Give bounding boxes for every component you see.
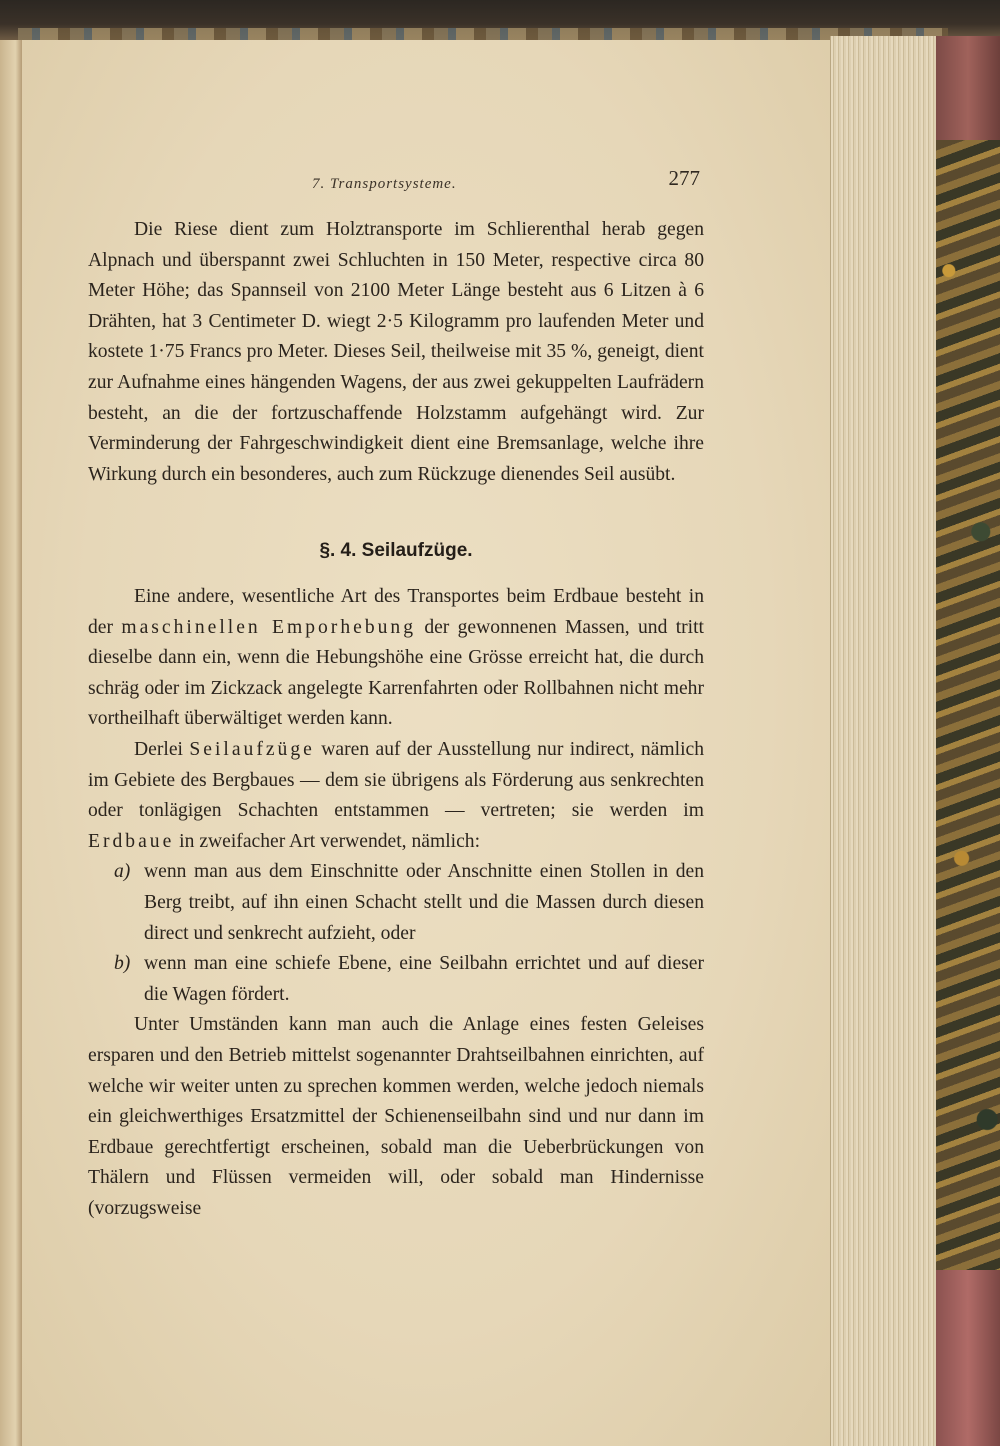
list-marker: b): [114, 953, 131, 975]
text-run: Eine andere, wesentliche Art des Transportes beim Erdbaue besteht in der: [88, 586, 704, 638]
text-run: waren auf der Ausstellung nur indirect, nämlich im Gebiete des Bergbaues — dem sie übrigens als Förderung aus senkrechten oder tonlägigen Schachten entstammen — vertreten; sie werden im: [88, 738, 705, 822]
paragraph-text: Die Riese dient zum Holztransporte im Schlierenthal herab gegen Alpnach und überspannt zwei Schluchten in 150 Meter, respective circa 80 Meter Höhe; das Spannseil von 2100 Meter Länge besteht aus 6 Litzen à 6 Drähten, hat 3 Centimeter D. wiegt 2·5 Kilogramm pro laufenden Meter und kostete 1·75 Francs pro Meter. Dieses Seil, theilweise mit 35 %, geneigt, dient zur Aufnahme eines hängenden Wagens, der aus zwei gekuppelten Laufrädern besteht, an die der fortzuschaffende Holzstamm aufgehängt wird. Zur Verminderung der Fahrgeschwindigkeit dient eine Bremsanlage, welche ihre Wirkung durch ein besonderes, auch zum Rückzuge dienendes Seil ausübt.: [88, 219, 704, 485]
section-heading: §. 4. Seilaufzüge.: [319, 540, 473, 561]
list-marker: a): [114, 861, 131, 883]
page-stack-edges: [830, 36, 937, 1446]
spaced-term: Seilaufzüge: [189, 738, 315, 760]
paragraph-drahtseilbahnen: Unter Umständen kann man auch die Anlage eines festen Geleises ersparen und den Betrieb mittelst sogenannter Drahtseilbahnen einrichten, auf welche wir weiter unten zu sprechen kommen werden, welche jedoch niemals ein gleichwerthiges Ersatzmittel der Schienenseilbahn sind und nur dann im Erdbaue gerechtfertigt erscheinen, sobald man die Ueberbrückungen von Thälern und Flüssen vermeiden will, oder sobald man Hindernisse (vorzugsweise: [88, 1014, 704, 1219]
running-head: 7. Transportsysteme.: [312, 176, 457, 192]
list-item-text: wenn man aus dem Einschnitte oder Anschnitte einen Stollen in den Berg treibt, auf ihn einen Schacht stellt und die Massen durch diesen direct und senkrecht aufzieht, oder: [144, 861, 704, 944]
list-item-text: wenn man eine schiefe Ebene, eine Seilbahn errichtet und auf dieser die Wagen fördert.: [144, 953, 704, 1005]
book-cover-top: [936, 36, 1000, 140]
marbled-cover: [936, 140, 1000, 1446]
text-run: in zweifacher Art verwendet, nämlich:: [174, 830, 481, 852]
text-run: Derlei: [134, 738, 190, 760]
page-header: [312, 166, 700, 196]
list-item: [88, 949, 704, 1010]
spaced-term: Erdbaue: [88, 830, 175, 852]
page-number: 277: [668, 166, 700, 190]
book-cover-bottom: [936, 1270, 1000, 1446]
left-page-edge: [0, 40, 23, 1446]
paragraph-seilaufzuege: [88, 735, 704, 857]
paragraph-transport: [88, 582, 704, 735]
spaced-term: maschinellen Emporhebung: [121, 616, 417, 638]
text-run: der gewonnenen Massen, und tritt dieselbe dann ein, wenn die Hebungshöhe eine Grösse erreicht hat, die durch schräg oder im Zickzack angelegte Karrenfahrten oder Rollbahnen nicht mehr vortheilhaft überwältiget werden kann.: [88, 616, 704, 730]
body-text: [88, 582, 704, 1224]
list-item: [88, 857, 704, 949]
paragraph-riese: [88, 215, 704, 490]
